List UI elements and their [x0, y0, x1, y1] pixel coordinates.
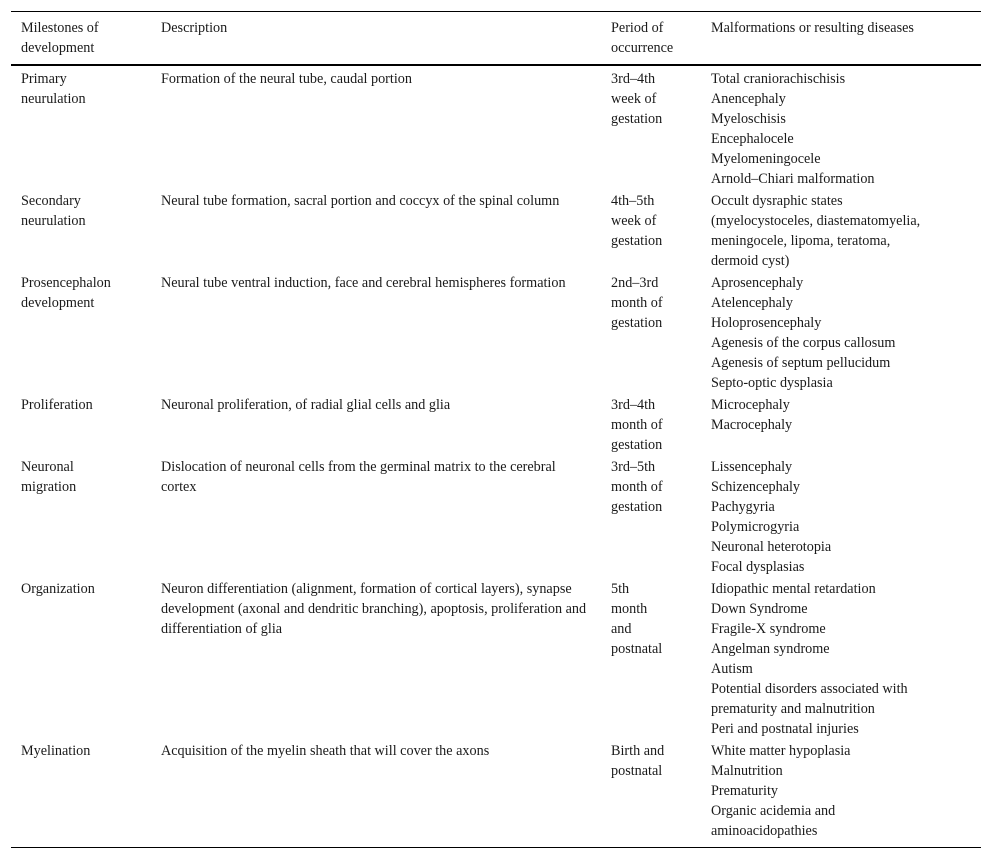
table-row [11, 741, 981, 848]
diseases-cell-line: Holoprosencephaly [711, 315, 822, 331]
period-cell-line: month of [611, 295, 663, 311]
period-cell-line: 5th [611, 581, 630, 597]
milestone-cell-line: Proliferation [21, 397, 93, 413]
diseases-cell-line: dermoid cyst) [711, 253, 790, 269]
diseases-cell-line: Encephalocele [711, 131, 794, 147]
period-cell-line: gestation [611, 315, 663, 331]
diseases-cell-line: Peri and postnatal injuries [711, 721, 859, 737]
period-cell [601, 741, 701, 848]
milestone-cell-line: Myelination [21, 743, 91, 759]
period-cell-line: postnatal [611, 763, 663, 779]
diseases-cell-line: Angelman syndrome [711, 641, 830, 657]
diseases-cell-line: Prematurity [711, 783, 778, 799]
milestone-cell-line: neurulation [21, 213, 86, 229]
diseases-cell-line: Pachygyria [711, 499, 775, 515]
diseases-cell-line: Agenesis of the corpus callosum [711, 335, 896, 351]
table-row [11, 395, 981, 457]
milestone-cell [11, 273, 151, 395]
diseases-cell-line: meningocele, lipoma, teratoma, [711, 233, 891, 249]
description-cell [151, 457, 601, 579]
diseases-cell-line: White matter hypoplasia [711, 743, 851, 759]
diseases-cell-line: Total craniorachischisis [711, 71, 846, 87]
table-row [11, 65, 981, 191]
table-row [11, 457, 981, 579]
diseases-cell-line: Down Syndrome [711, 601, 808, 617]
period-cell-line: gestation [611, 499, 663, 515]
period-cell-line: postnatal [611, 641, 663, 657]
description-cell [151, 273, 601, 395]
description-cell [151, 191, 601, 273]
diseases-cell-line: prematurity and malnutrition [711, 701, 875, 717]
description-text: Formation of the neural tube, caudal portion [161, 71, 412, 87]
diseases-cell-line: Neuronal heterotopia [711, 539, 832, 555]
diseases-cell-line: Autism [711, 661, 753, 677]
milestone-cell [11, 65, 151, 191]
milestone-cell-line: Primary [21, 71, 67, 87]
period-cell-line: 2nd–3rd [611, 275, 659, 291]
diseases-cell-line: Myeloschisis [711, 111, 786, 127]
description-text: Dislocation of neuronal cells from the germinal matrix to the cerebral cortex [161, 459, 556, 495]
diseases-cell-line: aminoacidopathies [711, 823, 818, 839]
table-body [11, 65, 981, 848]
period-cell-line: 4th–5th [611, 193, 655, 209]
period-cell-line: week of [611, 91, 657, 107]
diseases-cell [701, 741, 981, 848]
period-cell-line: and [611, 621, 632, 637]
table-row [11, 579, 981, 741]
period-cell-line: 3rd–4th [611, 397, 656, 413]
diseases-cell-line: Agenesis of septum pellucidum [711, 355, 891, 371]
period-cell-line: month of [611, 479, 663, 495]
table-row [11, 191, 981, 273]
period-cell-line: month of [611, 417, 663, 433]
milestone-cell [11, 191, 151, 273]
diseases-cell-line: Focal dysplasias [711, 559, 805, 575]
milestone-cell-line: Organization [21, 581, 95, 597]
diseases-cell [701, 273, 981, 395]
diseases-cell [701, 65, 981, 191]
period-cell [601, 191, 701, 273]
diseases-cell-line: Potential disorders associated with [711, 681, 908, 697]
description-text: Neural tube ventral induction, face and cerebral hemispheres formation [161, 275, 566, 291]
diseases-cell [701, 579, 981, 741]
milestone-cell-line: Secondary [21, 193, 81, 209]
milestone-cell [11, 395, 151, 457]
diseases-cell-line: Arnold–Chiari malformation [711, 171, 875, 187]
diseases-cell [701, 457, 981, 579]
milestone-cell [11, 579, 151, 741]
diseases-cell-line: Occult dysraphic states [711, 193, 843, 209]
period-cell-line: 3rd–4th [611, 71, 656, 87]
milestone-cell-line: development [21, 295, 95, 311]
diseases-cell-line: Idiopathic mental retardation [711, 581, 876, 597]
development-milestones-table [11, 11, 981, 848]
diseases-cell-line: Atelencephaly [711, 295, 793, 311]
table-header-row [11, 12, 981, 66]
table-container [11, 11, 981, 848]
description-text: Neural tube formation, sacral portion and coccyx of the spinal column [161, 193, 560, 209]
diseases-cell-line: Fragile-X syndrome [711, 621, 826, 637]
diseases-cell-line: Lissencephaly [711, 459, 793, 475]
diseases-cell-line: Myelomeningocele [711, 151, 821, 167]
table-row [11, 273, 981, 395]
header-milestones-label: Milestones of development [21, 20, 99, 56]
period-cell-line: gestation [611, 233, 663, 249]
description-text: Neuron differentiation (alignment, formation of cortical layers), synapse development (axonal and dendritic branching), apoptosis, proliferation and differentiation of glia [161, 581, 587, 637]
period-cell-line: 3rd–5th [611, 459, 656, 475]
period-cell-line: gestation [611, 111, 663, 127]
header-period-label: Period of occurrence [611, 20, 674, 56]
header-milestones [11, 12, 151, 66]
diseases-cell-line: Microcephaly [711, 397, 790, 413]
diseases-cell-line: (myelocystoceles, diastematomyelia, [711, 213, 921, 229]
milestone-cell-line: migration [21, 479, 77, 495]
diseases-cell [701, 191, 981, 273]
diseases-cell-line: Macrocephaly [711, 417, 793, 433]
description-cell [151, 65, 601, 191]
milestone-cell [11, 457, 151, 579]
header-description [151, 12, 601, 66]
period-cell [601, 579, 701, 741]
diseases-cell [701, 395, 981, 457]
milestone-cell-line: Neuronal [21, 459, 74, 475]
period-cell [601, 395, 701, 457]
header-malformations-label: Malformations or resulting diseases [711, 20, 914, 36]
milestone-cell-line: neurulation [21, 91, 86, 107]
period-cell-line: week of [611, 213, 657, 229]
diseases-cell-line: Malnutrition [711, 763, 783, 779]
diseases-cell-line: Polymicrogyria [711, 519, 800, 535]
diseases-cell-line: Schizencephaly [711, 479, 801, 495]
description-text: Neuronal proliferation, of radial glial cells and glia [161, 397, 451, 413]
description-text: Acquisition of the myelin sheath that will cover the axons [161, 743, 490, 759]
description-cell [151, 741, 601, 848]
header-period [601, 12, 701, 66]
period-cell-line: gestation [611, 437, 663, 453]
header-description-label: Description [161, 20, 228, 36]
diseases-cell-line: Organic acidemia and [711, 803, 836, 819]
period-cell [601, 65, 701, 191]
description-cell [151, 579, 601, 741]
period-cell [601, 273, 701, 395]
diseases-cell-line: Septo-optic dysplasia [711, 375, 833, 391]
period-cell-line: month [611, 601, 648, 617]
milestone-cell [11, 741, 151, 848]
header-malformations [701, 12, 981, 66]
period-cell-line: Birth and [611, 743, 665, 759]
milestone-cell-line: Prosencephalon [21, 275, 111, 291]
description-cell [151, 395, 601, 457]
diseases-cell-line: Aprosencephaly [711, 275, 804, 291]
period-cell [601, 457, 701, 579]
diseases-cell-line: Anencephaly [711, 91, 786, 107]
